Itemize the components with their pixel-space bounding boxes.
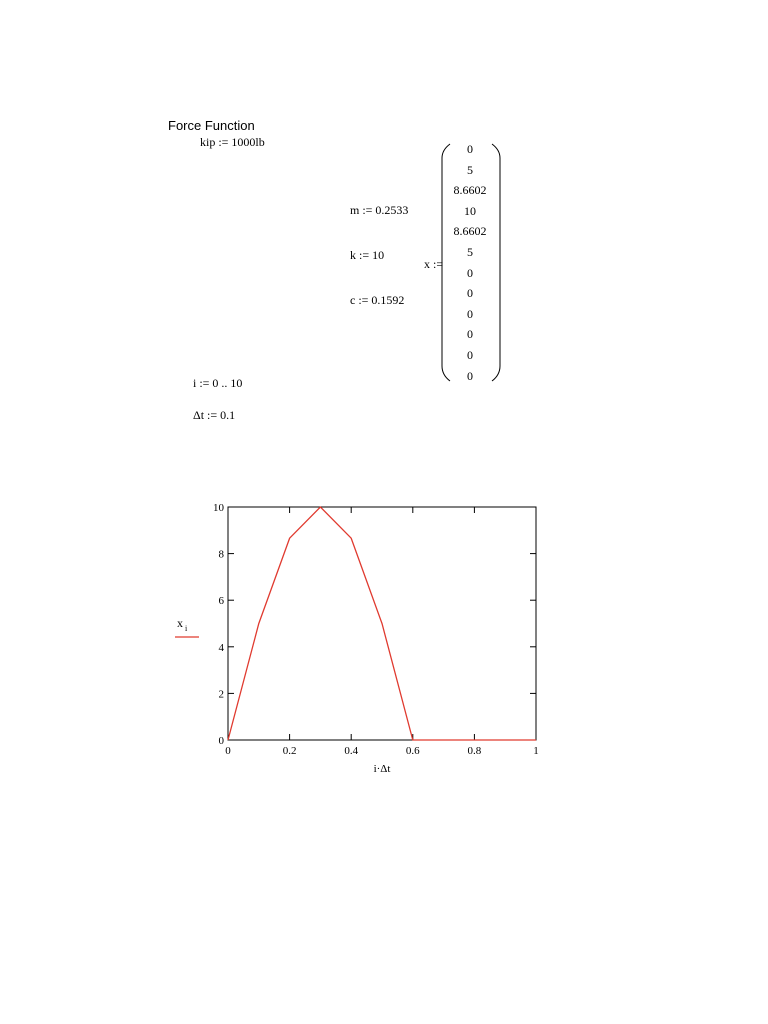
x-tick-label-0.8: 0.8 <box>467 745 482 757</box>
vector-entry-11: 0 <box>467 368 473 383</box>
x-tick-label-0.2: 0.2 <box>282 745 297 757</box>
stiffness-definition[interactable]: k := 10 <box>350 248 385 262</box>
y-tick-label-4: 4 <box>218 641 224 654</box>
y-tick-label-10: 10 <box>213 502 224 514</box>
vector-entry-2: 8.6602 <box>453 183 487 198</box>
vector-entry-0: 0 <box>467 142 473 156</box>
time-step-definition[interactable]: Δt := 0.1 <box>193 408 236 422</box>
y-axis-label: x <box>177 616 183 630</box>
x-tick-label-0: 0 <box>225 745 231 757</box>
damping-definition[interactable]: c := 0.1592 <box>350 293 405 307</box>
y-tick-label-6: 6 <box>218 595 224 608</box>
x-tick-label-1: 1 <box>533 745 539 757</box>
x-tick-label-0.4: 0.4 <box>344 745 359 757</box>
kip-definition[interactable]: kip := 1000lb <box>200 135 265 149</box>
y-axis-label-subscript: i <box>185 624 188 633</box>
y-tick-label-0: 0 <box>218 735 224 747</box>
worksheet-heading: Force Function <box>168 118 255 133</box>
vector-entry-3: 10 <box>464 203 476 218</box>
vector-entry-10: 0 <box>467 348 473 362</box>
range-variable-definition[interactable]: i := 0 .. 10 <box>193 376 243 390</box>
mass-definition[interactable]: m := 0.2533 <box>350 203 409 217</box>
vector-entry-7: 0 <box>467 286 473 301</box>
force-chart-svg <box>170 495 560 785</box>
force-vector-matrix[interactable] <box>440 140 502 385</box>
x-axis-label: i·Δt <box>373 763 391 775</box>
y-tick-label-8: 8 <box>218 548 224 561</box>
force-chart[interactable] <box>170 495 560 790</box>
x-tick-label-0.6: 0.6 <box>405 745 420 757</box>
vector-entry-1: 5 <box>467 162 473 177</box>
vector-entry-8: 0 <box>467 306 473 321</box>
y-tick-label-2: 2 <box>218 688 224 701</box>
vector-entry-9: 0 <box>467 327 473 342</box>
vector-label: x := <box>424 257 444 271</box>
vector-entry-5: 5 <box>467 245 473 259</box>
vector-entry-6: 0 <box>467 265 473 280</box>
vector-entry-4: 8.6602 <box>453 224 487 239</box>
